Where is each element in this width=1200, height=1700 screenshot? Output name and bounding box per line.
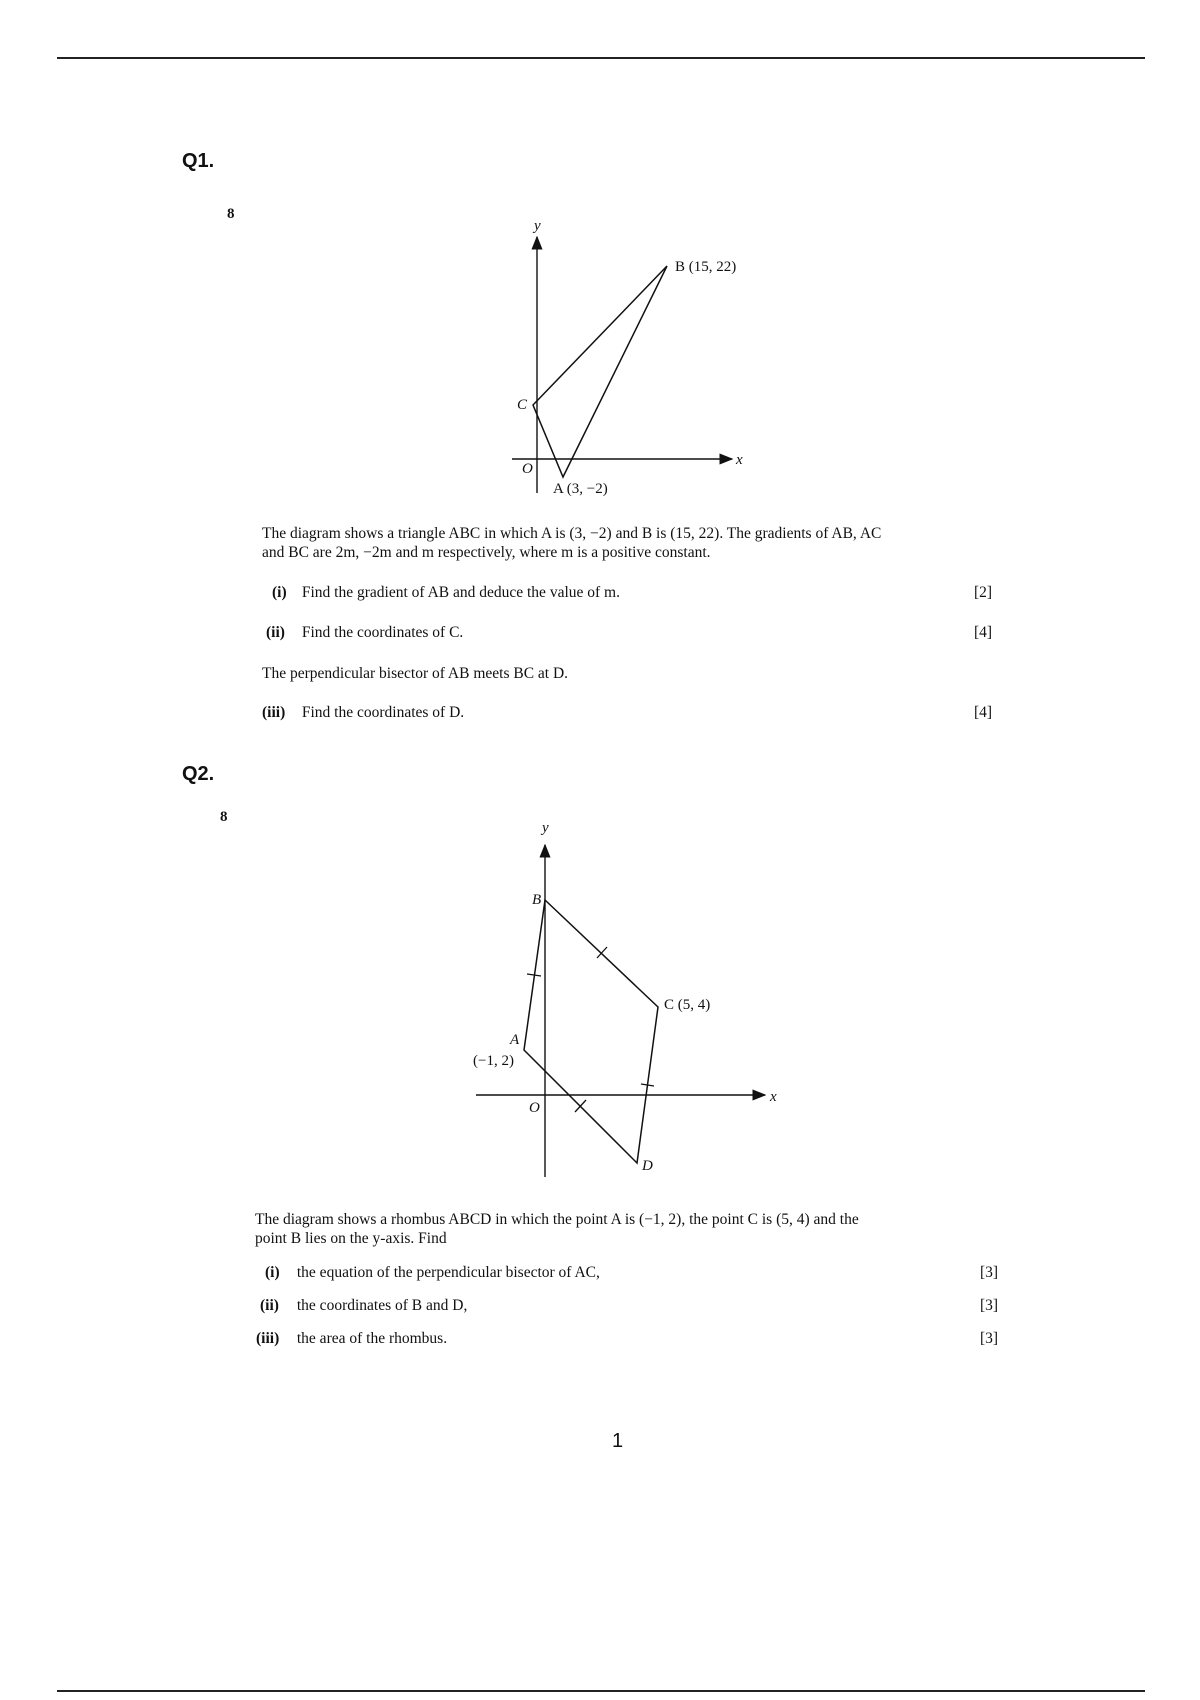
q1-x-axis-label: x: [736, 452, 743, 468]
q2-point-a-label: A: [510, 1032, 520, 1048]
q2-intro-line2: point B lies on the y-axis. Find: [255, 1230, 447, 1247]
top-rule: [57, 57, 1145, 59]
q1-origin-label: O: [522, 461, 533, 477]
q1-heading: Q1.: [182, 150, 215, 172]
q1-part-iii-marks: [4]: [974, 704, 993, 721]
q2-part-i-text: the equation of the perpendicular bisector of AC,: [296, 1264, 600, 1281]
q1-part-ii: [266, 624, 463, 642]
q2-part-ii-text: the coordinates of B and D,: [296, 1297, 468, 1314]
q2-point-a-coords: (−1, 2): [473, 1053, 514, 1069]
q2-origin-label: O: [529, 1100, 540, 1116]
q1-part-ii-label: (ii): [266, 624, 285, 641]
q1-point-b-label: B (15, 22): [675, 259, 737, 275]
q1-y-axis-label: y: [534, 218, 541, 234]
q1-part-ii-text: Find the coordinates of C.: [301, 624, 464, 641]
q1-middle-text: The perpendicular bisector of AB meets BC at D.: [262, 665, 569, 682]
q1-intro-line2: and BC are 2m, −2m and m respectively, where m is a positive constant.: [262, 544, 711, 561]
q1-triangle-abc: [533, 266, 667, 477]
q2-part-i-marks: [3]: [980, 1264, 999, 1281]
q1-part-ii-marks: [4]: [974, 624, 993, 641]
q2-point-c-label: C (5, 4): [664, 997, 711, 1013]
q2-part-iii-text: the area of the rhombus.: [296, 1330, 448, 1347]
q2-rhombus-diagram: [460, 815, 800, 1185]
q2-point-d-label: D: [642, 1158, 653, 1174]
q1-intro: [262, 524, 1022, 562]
q2-part-iii-marks: [3]: [980, 1330, 999, 1347]
q2-part-ii: [260, 1297, 467, 1315]
q2-heading: Q2.: [182, 763, 215, 785]
q2-x-axis-label: x: [770, 1089, 777, 1105]
bottom-rule: [57, 1690, 1145, 1692]
q2-part-ii-label: (ii): [260, 1297, 279, 1314]
q1-part-iii-text: Find the coordinates of D.: [301, 704, 465, 721]
q2-part-iii: [256, 1330, 447, 1348]
q1-part-i-marks: [2]: [974, 584, 993, 601]
page-number: 1: [611, 1430, 624, 1452]
q1-point-c-label: C: [517, 397, 528, 413]
q1-part-iii: [262, 704, 464, 722]
q2-part-iii-label: (iii): [256, 1330, 280, 1347]
q2-part-i: [265, 1264, 600, 1282]
q1-point-a-label: A (3, −2): [553, 481, 608, 497]
q2-point-b-label: B: [532, 892, 542, 908]
q1-triangle-diagram: [500, 215, 770, 505]
q1-intro-line1: The diagram shows a triangle ABC in which A is (3, −2) and B is (15, 22). The gradients of AB, AC: [262, 525, 882, 542]
q2-rhombus-abcd: [524, 900, 658, 1163]
q1-part-iii-label: (iii): [262, 704, 286, 721]
q1-part-i: [272, 584, 620, 602]
q2-intro-line1: The diagram shows a rhombus ABCD in which the point A is (−1, 2), the point C is (5, 4) and the: [255, 1211, 859, 1228]
q2-intro: [255, 1210, 1035, 1248]
q2-part-i-label: (i): [265, 1264, 280, 1281]
q1-number: 8: [227, 206, 235, 222]
q1-part-i-text: Find the gradient of AB and deduce the value of m.: [301, 584, 620, 601]
q1-part-i-label: (i): [272, 584, 287, 601]
q2-y-axis-label: y: [542, 820, 549, 836]
q2-number: 8: [220, 809, 228, 825]
q2-part-ii-marks: [3]: [980, 1297, 999, 1314]
